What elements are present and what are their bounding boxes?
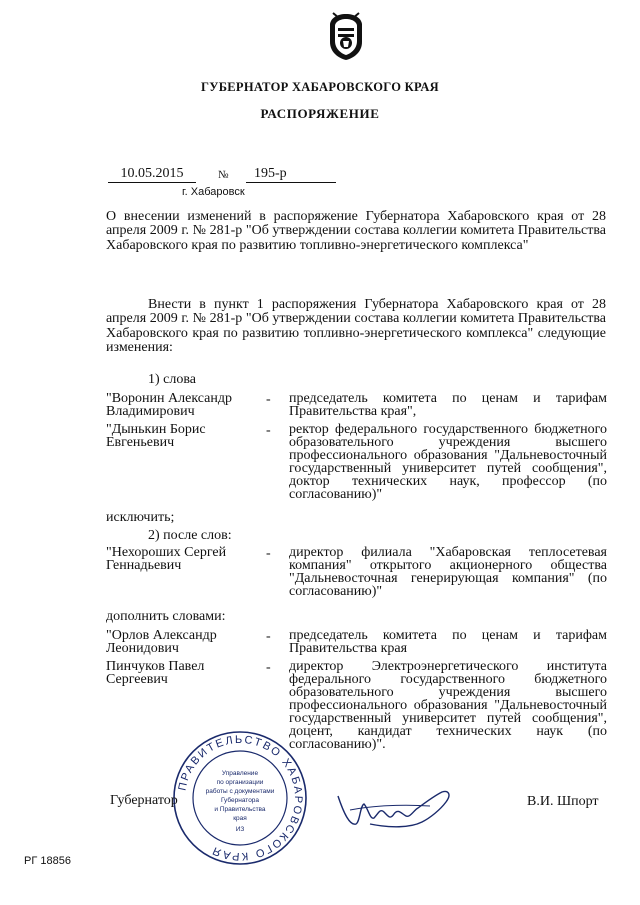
document-type: РАСПОРЯЖЕНИЕ (260, 106, 380, 121)
official-stamp (170, 728, 310, 868)
city: г. Хабаровск (182, 186, 245, 198)
person-position: директор Электроэнергетического института федерального государственного бюджетного образовательного учреждения высшего профессионального образования "Дальневосточный государственный университет путей сообщения", доцент, кандидат технических наук (по согласованию)". (289, 659, 607, 752)
stamp-line: края (233, 815, 247, 822)
date-number-line (106, 166, 336, 186)
section1-action: исключить; (106, 510, 175, 525)
section1-label: 1) слова (148, 372, 197, 387)
stamp-ring-text: ПРАВИТЕЛЬСТВО ХАБАРОВСКОГО КРАЯ (176, 733, 305, 863)
number-sign: № (218, 169, 229, 181)
signer-position: Губернатор (110, 793, 178, 808)
person-name: "Нехороших Сергей Геннадьевич (106, 545, 227, 573)
person-position: директор филиала "Хабаровская теплосетевая компания" открытого акционерного общества "Дальневосточная генерирующая компания" (по согласованию)" (289, 545, 607, 599)
coat-of-arms-icon (327, 12, 365, 62)
document-subject: О внесении изменений в распоряжение Губернатора Хабаровского края от 28 апреля 2009 г. № 281-р "Об утверждении состава коллегии комитета Правительства Хабаровского края по развитию топливно-энергетического комплекса" (106, 209, 606, 253)
intro-paragraph: Внести в пункт 1 распоряжения Губернатора Хабаровского края от 28 апреля 2009 г. № 281-р "Об утверждении состава коллегии комитета Правительства Хабаровского края по развитию топливно-энергетического комплекса" следующие изменения: (106, 297, 606, 356)
person-name: "Воронин Александр Владимирович (106, 391, 233, 419)
handwritten-signature (330, 784, 460, 834)
stamp-line: и Правительства (214, 806, 266, 813)
section2-action: дополнить словами: (106, 609, 226, 624)
dash: - (266, 660, 271, 675)
person-position: председатель комитета по ценам и тарифам Правительства края", (289, 391, 607, 419)
stamp-line: Губернатора (220, 797, 260, 804)
registration-code: РГ 18856 (24, 855, 71, 867)
dash: - (266, 423, 271, 438)
section2-label: 2) после слов: (148, 528, 232, 543)
person-name: Пинчуков Павел Сергеевич (106, 659, 205, 687)
document-date: 10.05.2015 (108, 166, 196, 183)
person-position: ректор федерального государственного бюджетного образовательного учреждения высшего профессионального образования "Дальневосточный государственный университет путей сообщения", доктор технических наук, профессор (по согласованию)" (289, 422, 607, 502)
person-position: председатель комитета по ценам и тарифам Правительства края (289, 628, 607, 656)
document-number: 195-р (246, 166, 336, 183)
dash: - (266, 546, 271, 561)
stamp-line: Управление (221, 770, 259, 777)
authority-title: ГУБЕРНАТОР ХАБАРОВСКОГО КРАЯ (200, 80, 440, 94)
dash: - (266, 392, 271, 407)
person-name: "Орлов Александр Леонидович (106, 628, 217, 656)
person-name: "Дынькин Борис Евгеньевич (106, 422, 206, 450)
stamp-line: работы с документами (205, 788, 275, 795)
signer-name: В.И. Шпорт (527, 794, 599, 809)
stamp-line: по организации (216, 779, 264, 786)
dash: - (266, 629, 271, 644)
stamp-line: ИЗ (235, 826, 245, 833)
